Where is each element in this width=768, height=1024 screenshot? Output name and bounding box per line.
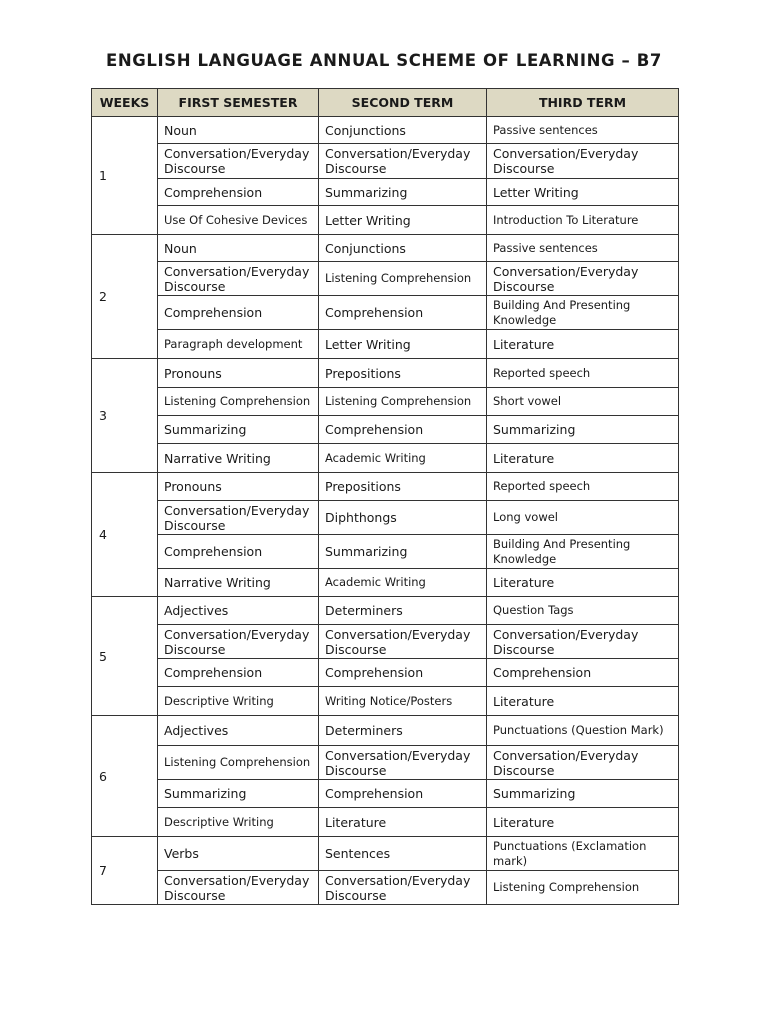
- third-term-cell: Building And Presenting Knowledge: [487, 535, 679, 569]
- third-term-cell: Building And Presenting Knowledge: [487, 296, 679, 330]
- third-term-cell: Summarizing: [487, 416, 679, 444]
- third-term-cell: Passive sentences: [487, 117, 679, 144]
- second-term-cell: Summarizing: [319, 179, 487, 206]
- third-term-cell: Listening Comprehension: [487, 871, 679, 905]
- third-term-cell: Reported speech: [487, 473, 679, 501]
- scheme-table: [91, 88, 679, 905]
- first-semester-cell: Adjectives: [158, 597, 319, 625]
- first-semester-cell: Summarizing: [158, 780, 319, 808]
- first-semester-cell: Pronouns: [158, 473, 319, 501]
- table-row: [92, 746, 679, 780]
- third-term-cell: Letter Writing: [487, 179, 679, 206]
- table-row: [92, 179, 679, 206]
- table-row: [92, 808, 679, 837]
- second-term-cell: Conversation/Everyday Discourse: [319, 871, 487, 905]
- week-number-cell: 5: [92, 597, 158, 716]
- second-term-cell: Determiners: [319, 597, 487, 625]
- week-number-cell: 6: [92, 716, 158, 837]
- first-semester-cell: Pronouns: [158, 359, 319, 388]
- third-term-cell: Conversation/Everyday Discourse: [487, 262, 679, 296]
- first-semester-cell: Comprehension: [158, 659, 319, 687]
- third-term-cell: Conversation/Everyday Discourse: [487, 144, 679, 179]
- first-semester-cell: Verbs: [158, 837, 319, 871]
- second-term-cell: Conversation/Everyday Discourse: [319, 144, 487, 179]
- second-term-cell: Diphthongs: [319, 501, 487, 535]
- first-semester-cell: Narrative Writing: [158, 569, 319, 597]
- second-term-cell: Academic Writing: [319, 569, 487, 597]
- second-term-cell: Academic Writing: [319, 444, 487, 473]
- table-row: [92, 837, 679, 871]
- second-term-cell: Listening Comprehension: [319, 388, 487, 416]
- week-number-cell: 1: [92, 117, 158, 235]
- header-second-term: SECOND TERM: [319, 89, 487, 117]
- table-row: [92, 444, 679, 473]
- second-term-cell: Prepositions: [319, 359, 487, 388]
- header-first-semester: FIRST SEMESTER: [158, 89, 319, 117]
- first-semester-cell: Comprehension: [158, 179, 319, 206]
- third-term-cell: Conversation/Everyday Discourse: [487, 746, 679, 780]
- table-row: [92, 625, 679, 659]
- third-term-cell: Literature: [487, 444, 679, 473]
- table-row: [92, 659, 679, 687]
- second-term-cell: Prepositions: [319, 473, 487, 501]
- table-row: [92, 597, 679, 625]
- header-row: [92, 89, 679, 117]
- second-term-cell: Comprehension: [319, 659, 487, 687]
- second-term-cell: Conjunctions: [319, 235, 487, 262]
- table-row: [92, 235, 679, 262]
- table-row: [92, 388, 679, 416]
- second-term-cell: Comprehension: [319, 780, 487, 808]
- table-row: [92, 871, 679, 905]
- third-term-cell: Long vowel: [487, 501, 679, 535]
- third-term-cell: Short vowel: [487, 388, 679, 416]
- table-row: [92, 501, 679, 535]
- third-term-cell: Punctuations (Question Mark): [487, 716, 679, 746]
- table-row: [92, 416, 679, 444]
- week-number-cell: 7: [92, 837, 158, 905]
- header-third-term: THIRD TERM: [487, 89, 679, 117]
- first-semester-cell: Adjectives: [158, 716, 319, 746]
- table-row: [92, 473, 679, 501]
- second-term-cell: Letter Writing: [319, 206, 487, 235]
- third-term-cell: Reported speech: [487, 359, 679, 388]
- table-row: [92, 716, 679, 746]
- third-term-cell: Punctuations (Exclamation mark): [487, 837, 679, 871]
- third-term-cell: Passive sentences: [487, 235, 679, 262]
- second-term-cell: Letter Writing: [319, 330, 487, 359]
- week-number-cell: 4: [92, 473, 158, 597]
- second-term-cell: Summarizing: [319, 535, 487, 569]
- table-row: [92, 330, 679, 359]
- third-term-cell: Comprehension: [487, 659, 679, 687]
- table-row: [92, 262, 679, 296]
- first-semester-cell: Narrative Writing: [158, 444, 319, 473]
- table-row: [92, 569, 679, 597]
- first-semester-cell: Conversation/Everyday Discourse: [158, 144, 319, 179]
- third-term-cell: Introduction To Literature: [487, 206, 679, 235]
- second-term-cell: Literature: [319, 808, 487, 837]
- third-term-cell: Question Tags: [487, 597, 679, 625]
- first-semester-cell: Listening Comprehension: [158, 746, 319, 780]
- first-semester-cell: Conversation/Everyday Discourse: [158, 625, 319, 659]
- third-term-cell: Summarizing: [487, 780, 679, 808]
- table-row: [92, 117, 679, 144]
- first-semester-cell: Comprehension: [158, 535, 319, 569]
- first-semester-cell: Paragraph development: [158, 330, 319, 359]
- first-semester-cell: Conversation/Everyday Discourse: [158, 871, 319, 905]
- first-semester-cell: Listening Comprehension: [158, 388, 319, 416]
- week-number-cell: 3: [92, 359, 158, 473]
- third-term-cell: Literature: [487, 808, 679, 837]
- table-header: [92, 89, 679, 117]
- first-semester-cell: Noun: [158, 117, 319, 144]
- table-row: [92, 144, 679, 179]
- first-semester-cell: Conversation/Everyday Discourse: [158, 262, 319, 296]
- table-row: [92, 780, 679, 808]
- document-title: ENGLISH LANGUAGE ANNUAL SCHEME OF LEARNING – B7: [106, 51, 662, 70]
- third-term-cell: Literature: [487, 687, 679, 716]
- table-row: [92, 687, 679, 716]
- second-term-cell: Conjunctions: [319, 117, 487, 144]
- table-row: [92, 206, 679, 235]
- second-term-cell: Determiners: [319, 716, 487, 746]
- table-row: [92, 296, 679, 330]
- second-term-cell: Sentences: [319, 837, 487, 871]
- second-term-cell: Comprehension: [319, 416, 487, 444]
- table-row: [92, 359, 679, 388]
- second-term-cell: Conversation/Everyday Discourse: [319, 625, 487, 659]
- first-semester-cell: Conversation/Everyday Discourse: [158, 501, 319, 535]
- second-term-cell: Writing Notice/Posters: [319, 687, 487, 716]
- third-term-cell: Conversation/Everyday Discourse: [487, 625, 679, 659]
- table-body: [92, 117, 679, 905]
- week-number-cell: 2: [92, 235, 158, 359]
- third-term-cell: Literature: [487, 330, 679, 359]
- first-semester-cell: Noun: [158, 235, 319, 262]
- first-semester-cell: Use Of Cohesive Devices: [158, 206, 319, 235]
- third-term-cell: Literature: [487, 569, 679, 597]
- first-semester-cell: Descriptive Writing: [158, 687, 319, 716]
- second-term-cell: Comprehension: [319, 296, 487, 330]
- table-row: [92, 535, 679, 569]
- first-semester-cell: Descriptive Writing: [158, 808, 319, 837]
- second-term-cell: Conversation/Everyday Discourse: [319, 746, 487, 780]
- second-term-cell: Listening Comprehension: [319, 262, 487, 296]
- header-weeks: WEEKS: [92, 89, 158, 117]
- first-semester-cell: Comprehension: [158, 296, 319, 330]
- first-semester-cell: Summarizing: [158, 416, 319, 444]
